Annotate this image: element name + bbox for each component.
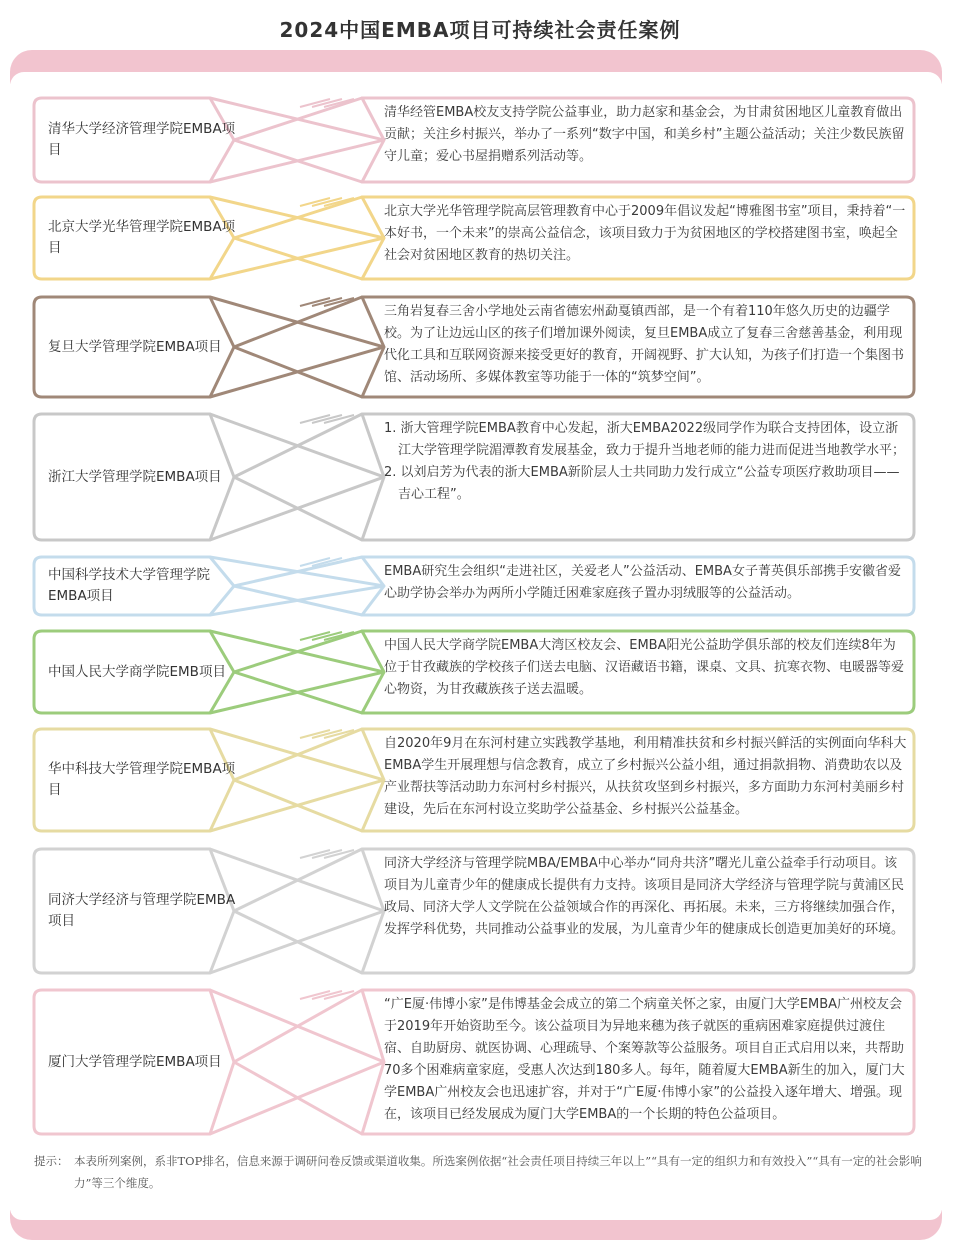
case-description — [380, 733, 912, 829]
case-row — [0, 296, 960, 398]
case-row — [0, 97, 960, 183]
case-description — [380, 201, 912, 277]
case-row — [0, 728, 960, 832]
school-name: 厦门大学管理学院EMBA项目 — [48, 1053, 222, 1070]
case-description — [380, 418, 912, 538]
page-title: 2024中国EMBA项目可持续社会责任案例 — [279, 18, 681, 42]
description-paragraph: 北京大学光华管理学院高层管理教育中心于2009年倡议发起“博雅图书室”项目，秉持着“一本好书，一个未来”的崇高公益信念，该项目致力于为贫困地区的学校搭建图书室，唤起全社会对贫困地区教育的热切关注。 — [384, 204, 906, 263]
school-name: 中国人民大学商学院EMB项目 — [48, 663, 226, 680]
footnote-label: 提示： — [34, 1154, 69, 1168]
case-row — [0, 630, 960, 714]
case-description — [380, 301, 912, 395]
case-description — [380, 561, 912, 613]
description-paragraph: EMBA研究生会组织“走进社区，关爱老人”公益活动、EMBA女子菁英俱乐部携手安徽省爱心助学协会举办为两所小学随迁困难家庭孩子置办羽绒服等的公益活动。 — [384, 564, 901, 601]
footnote — [34, 1150, 924, 1194]
description-paragraph: 1. 浙大管理学院EMBA教育中心发起，浙大EMBA2022级同学作为联合支持团体，设立浙江大学管理学院湄潭教育发展基金，致力于提升当地老师的能力进而促进当地教学水平； — [384, 421, 906, 458]
frame-bottom-inner — [10, 1208, 942, 1220]
description-paragraph: “广E厦·伟博小家”是伟博基金会成立的第二个病童关怀之家，由厦门大学EMBA广州校友会于2019年开始资助至今。该公益项目为异地来穗为孩子就医的重病困难家庭提供过渡住宿、自助厨房、就医协调、心理疏导、个案筹款等公益服务。项目自正式启用以来，共帮助70多个困难病童家庭，受惠人次达到180多人。每年，随着厦大EMBA新生的加入，厦门大学EMBA广州校友会也迅速扩容，并对于“广E厦·伟博小家”的公益投入逐年增大、增强。现在，该项目已经发展成为厦门大学EMBA的一个长期的特色公益项目。 — [384, 997, 905, 1122]
footnote-text: 本表所列案例，系非TOP排名，信息来源于调研问卷反馈或渠道收集。所选案例依据“社会责任项目持续三年以上”“具有一定的组织力和有效投入”“具有一定的社会影响力”等三个维度。 — [74, 1154, 922, 1190]
school-name: 北京大学光华管理学院EMBA项目 — [48, 219, 236, 256]
case-row — [0, 989, 960, 1135]
description-paragraph: 自2020年9月在东河村建立实践教学基地，利用精准扶贫和乡村振兴鲜活的实例面向华科大EMBA学生开展理想与信念教育，成立了乡村振兴公益小组，通过捐款捐物、消费助农以及产业帮扶等活动助力东河村乡村振兴，从扶贫攻坚到乡村振兴，多方面助力东河村美丽乡村建设，先后在东河村设立奖助学公益基金、乡村振兴公益基金。 — [384, 736, 907, 817]
school-name: 复旦大学管理学院EMBA项目 — [48, 338, 222, 355]
description-paragraph: 中国人民大学商学院EMBA大湾区校友会、EMBA阳光公益助学俱乐部的校友们连续8年为位于甘孜藏族的学校孩子们送去电脑、汉语藏语书籍，课桌、文具、抗寒衣物、电暖器等爱心物资，为甘孜藏族孩子送去温暖。 — [384, 638, 905, 697]
case-description — [380, 994, 912, 1132]
case-row — [0, 848, 960, 974]
case-description — [380, 635, 912, 711]
description-paragraph: 同济大学经济与管理学院MBA/EMBA中心举办“同舟共济”曙光儿童公益牵手行动项目。该项目为儿童青少年的健康成长提供有力支持。该项目是同济大学经济与管理学院与黄浦区民政局、同济大学人文学院在公益领域合作的再深化、再拓展。未来，三方将继续加强合作，发挥学科优势，共同推动公益事业的发展，为儿童青少年的健康成长创造更加美好的环境。 — [384, 856, 905, 937]
case-description — [380, 102, 912, 180]
school-name: 同济大学经济与管理学院EMBA项目 — [48, 892, 236, 929]
description-paragraph: 清华经管EMBA校友支持学院公益事业，助力赵家和基金会，为甘肃贫困地区儿童教育做出贡献；关注乡村振兴，举办了一系列“数字中国，和美乡村”主题公益活动；关注少数民族留守儿童；爱心书屋捐赠系列活动等。 — [384, 105, 905, 164]
school-name: 清华大学经济管理学院EMBA项目 — [48, 121, 236, 158]
description-paragraph: 三角岩复春三舍小学地处云南省德宏州勐戛镇西部，是一个有着110年悠久历史的边疆学校。为了让边远山区的孩子们增加课外阅读，复旦EMBA成立了复春三舍慈善基金，利用现代化工具和互联网资源来接受更好的教育，开阔视野、扩大认知，为孩子们打造一个集图书馆、活动场所、多媒体教室等功能于一体的“筑梦空间”。 — [384, 304, 905, 385]
school-name: 中国科学技术大学管理学院EMBA项目 — [48, 567, 210, 604]
description-paragraph: 2. 以刘启芳为代表的浙大EMBA新阶层人士共同助力发行成立“公益专项医疗救助项目——吉心工程”。 — [384, 465, 900, 502]
case-description — [380, 853, 912, 971]
frame-top-inner — [10, 72, 942, 86]
case-row — [0, 196, 960, 280]
case-row — [0, 556, 960, 616]
school-name: 华中科技大学管理学院EMBA项目 — [48, 761, 236, 798]
school-name: 浙江大学管理学院EMBA项目 — [48, 468, 222, 485]
case-row — [0, 413, 960, 541]
